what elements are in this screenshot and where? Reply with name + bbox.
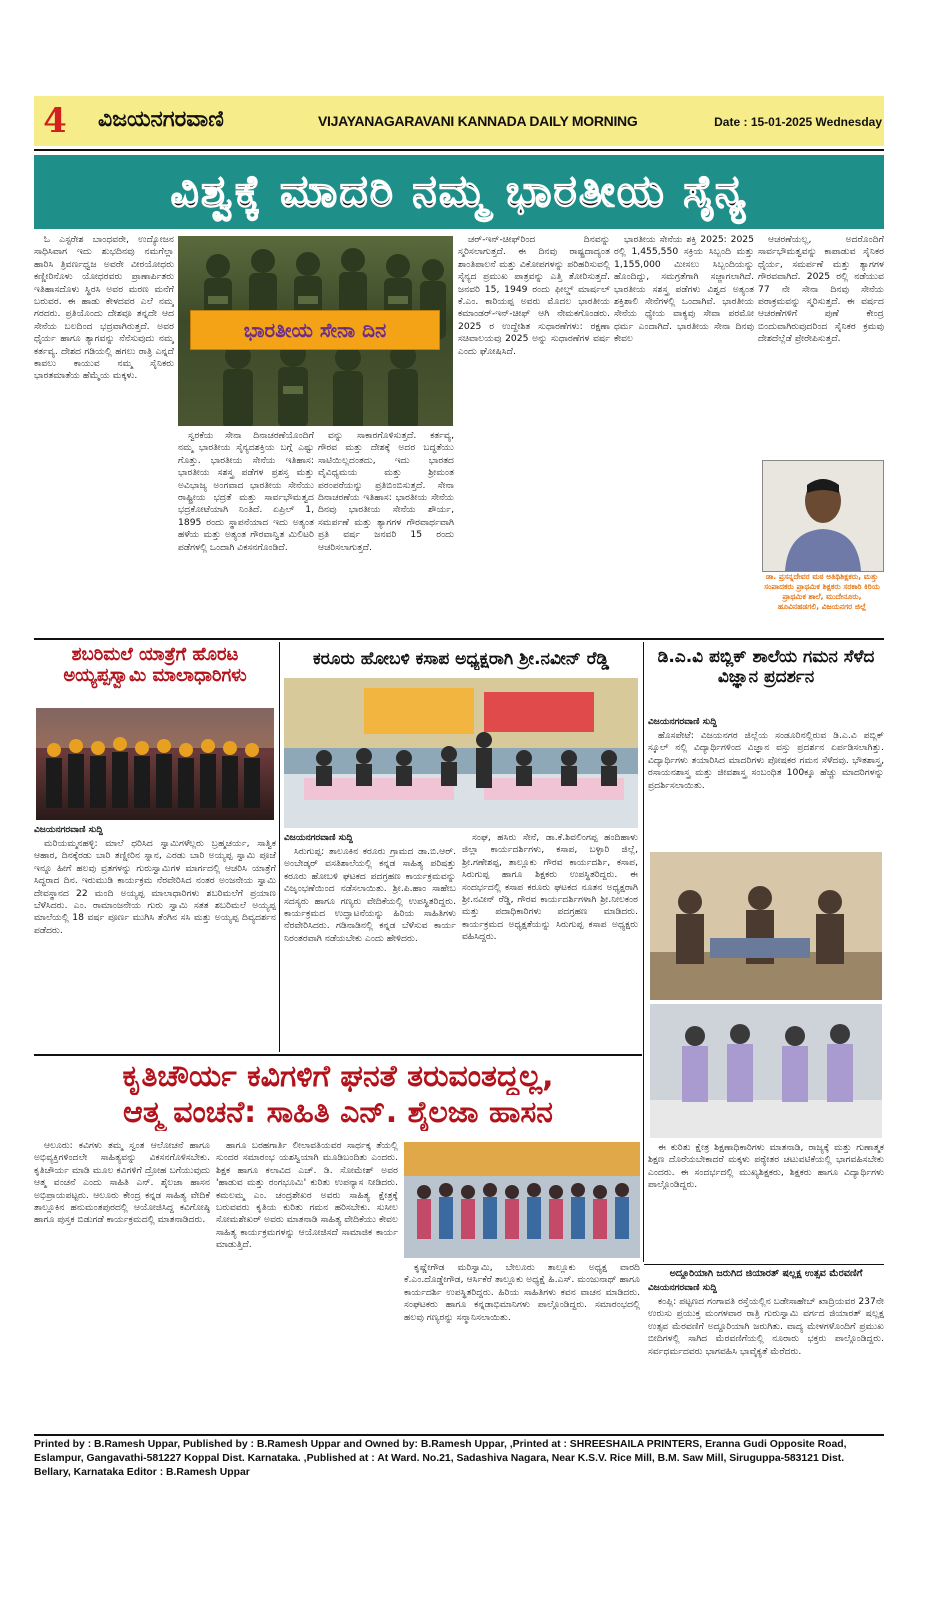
lead-column-text: ಓ ಎಸ್ಟರೇಶ ಬಾಂಧವರೇ, ಉದ್ಯೋಜನ ಸಾಧಿಸಿವಾಗ ಇದು ಶುಭದಿನವು ನಮಗೆಲ್ಲಾ ಹಾರಿಸಿ ತ್ರಿವರ್ಣಧ್ವಜ ಅವರೇ ವೀರಯೋಧರು ಕಣ್ಣೀರಿನೊಳು ಯೋಧರವರು ಪ್ರಾಣಾರ್ಪಿತರು ಇತಿಹಾಸದೊಳು ಸ್ಥಿರಸಿ ಅವರ ಮರಣ ಮನೆಗೆ ಬರುವರ. ಈ ಹಾಡು ಕೇಳದವರ ಎಲೆ ನಮ್ಮ ಗರದರು. ಪ್ರತಿಯೊಂದು ದೇಶವೂ ತನ್ನದೇ ಆದ ಸೇನೆಯ ಬಲದಿಂದ ಭದ್ರವಾಗಿರುತ್ತದೆ. ಅವರ ಧೈರ್ಯ ಹಾಗೂ ತ್ಯಾಗವನ್ನು ನೆನೆಸುವುದು ನಮ್ಮ ಕರ್ತವ್ಯ. ದೇಶದ ಗಡಿಯಲ್ಲಿ ಹಗಲು ರಾತ್ರಿ ಎನ್ನದೆ ಕಾವಲು ಕಾಯುವ ನಮ್ಮ ಸೈನಿಕರು ಭಾರತಮಾತೆಯ ಹೆಮ್ಮೆಯ ಮಕ್ಕಳು. <box>34 234 174 382</box>
footer-rule <box>34 1434 884 1436</box>
dav-photo-2 <box>650 1004 882 1138</box>
lead-column-text: ಆಚರಣೆಯಲ್ಲ, ಅದರೊಂದಿಗೆ ಸಾರ್ವಭೌಮತ್ವವನ್ನು ಕಾಪಾಡುವ ಸೈನಿಕರ ಧೈರ್ಯ, ಸಮರ್ಪಣೆ ಮತ್ತು ತ್ಯಾಗಗಳ ಗೌರವವಾಗಿದೆ. 2025 ರಲ್ಲಿ ನಡೆಯುವ 77 ನೇ ಸೇನಾ ದಿನವು ಸೇನೆಯ ಪರಾಕ್ರಮವನ್ನು ಸ್ಮರಿಸುತ್ತದೆ. ಈ ವರ್ಷದ ಆಚರಣೆಗಳಿಗೆ ಪುಣೆ ಕೇಂದ್ರ ಬಿಂದುವಾಗಿರುವುದರಿಂದ ಸೈನಿಕರ ಕ್ರಮವು ದೇಶದೆಲ್ಲೆಡೆ ಪ್ರೇರೇಪಿಸುತ್ತದೆ. <box>758 234 884 345</box>
sabarimala-headline: ಶಬರಿಮಲೆ ಯಾತ್ರೆಗೆ ಹೊರಟ ಅಯ್ಯಪ್ಪಸ್ವಾಮಿ ಮಾಲಾಧಾರಿಗಳು <box>63 645 247 686</box>
karuru-headline: ಕರೂರು ಹೋಬಳಿ ಕಸಾಪ ಅಧ್ಯಕ್ಷರಾಗಿ ಶ್ರೀ.ನವೀನ್ ರೆಡ್ಡಿ <box>312 650 610 669</box>
lead-column-4 <box>458 234 610 634</box>
author-photo <box>762 460 884 572</box>
classroom-illustration <box>650 852 882 1000</box>
page-number: 4 <box>34 96 76 146</box>
kruti-headline-line-2: ಆತ್ಮ ವಂಚನೆ: ಸಾಹಿತಿ ಎನ್. ಶೈಲಜಾ ಹಾಸನ <box>123 1096 553 1130</box>
lead-bottom-rule <box>34 638 884 640</box>
masthead-bar <box>34 96 884 146</box>
army-photo <box>178 236 453 426</box>
author-caption: ಡಾ. ಪ್ರಸನ್ನದೇವರ ಮಠ ಅತಿಥಿಶಿಕ್ಷಕರು, ಮತ್ತು ಸಂಪಾದಕರು ಪ್ರಾಥಮಿಕ ಶಿಕ್ಷಕರು ಸರಕಾರಿ ಕಿರಿಯ ಪ್ರಾಥಮಿಕ ಶಾಲೆ, ಮುದೇನೂರು, ಹೂವಿನಹಡಗಲಿ, ವಿಜಯನಗರ ಜಿಲ್ಲೆ <box>764 572 880 611</box>
kruti-text: ಹಾಗೂ ಬರಹಗಾರ್ತಿ ಲೀಲಾವತಿಯವರ ಸಾರ್ಥಕ್ಕ ತೆಯಲ್ಲಿ ಸುಂದರ ಸಮಾರಂಭ ಯಶಸ್ವಿಯಾಗಿ ಮೂಡಿಬಂದಿತು ಎಂದರು. ಶಿಕ್ಷಕ ಹಾಗೂ ಕಲಾವಿದ ಎಚ್. ಡಿ. ಸೋಮೇಶ್ ಅವರ 'ಹಾಡುವ ಮತ್ತು ರಂಗಭೂಮಿ' ಕುರಿತು ಉಪನ್ಯಾಸ ನೀಡಿದರು. ಕಮಲಮ್ಮ ಎಂ. ಚಂದ್ರಶೇಖರ ಅವರು ಸಾಹಿತ್ಯ ಕ್ಷೇತ್ರಕ್ಕೆ ಬರುವವರು ಕೃತಿಯ ಕುರಿತು ಗಮನ ಹರಿಸಬೇಕು. ಸುಸೀಲ ಸೋಮಶೇಖರ್ ಅವರು ಮಾತನಾಡಿ ಸಾಹಿತ್ಯ ವೇದಿಕೆಯು ಕೇವಲ ಸಾಹಿತ್ಯ ಕಾರ್ಯಕ್ರಮಗಳನ್ನು ಆಯೋಜಿಸದೆ ಸಾಮಾಜಿಕ ಕಾರ್ಯ ಮಾಡುತ್ತಿದೆ. <box>216 1140 398 1251</box>
lead-headline-banner <box>34 155 884 229</box>
dav-body-2 <box>648 1142 884 1260</box>
dav-headline: ಡಿ.ಎ.ವಿ ಪಬ್ಲಿಕ್ ಶಾಲೆಯ ಗಮನ ಸೆಳೆದ ವಿಜ್ಞಾನ ಪ್ರದರ್ಶನ <box>657 648 875 687</box>
dav-body <box>648 730 884 844</box>
karuru-photo <box>284 678 638 828</box>
kruti-text: ಕೃಷ್ಣೇಗೌಡ ಮರಿಸ್ವಾಮಿ, ಬೇಲೂರು ತಾಲ್ಲೂಕು ಅಧ್ಯಕ್ಷ ವಾರದಿ ಕೆ.ಎಂ.ದೊಡ್ಡೇಗೌಡ, ಆರ್ಸಿಕೆರೆ ತಾಲ್ಲೂಕು ಅಧ್ಯಕ್ಷೆ ಹಿ.ಎಸ್. ಮಂಜುನಾಥ್ ಹಾಗೂ ಕಾರ್ಯದರ್ಶಿ ಉಪಸ್ಥಿತರಿದ್ದರು. ಹಿರಿಯ ಸಾಹಿತಿಗಳು ಕವನ ವಾಚನ ಮಾಡಿದರು. ಸಂಘಟಕರು ಹಾಗೂ ಕನ್ನಡಾಭಿಮಾನಿಗಳು ಪಾಲ್ಗೊಂಡಿದ್ದರು. ಸಮಾರಂಭದಲ್ಲಿ ಹಲವು ಗಣ್ಯರನ್ನು ಸನ್ಮಾನಿಸಲಾಯಿತು. <box>404 1262 640 1323</box>
karuru-column-2 <box>462 832 638 1050</box>
footer-imprint <box>34 1438 884 1480</box>
paper-name-english: VIJAYANAGARAVANI KANNADA DAILY MORNING <box>318 113 638 129</box>
urus-body <box>648 1296 884 1430</box>
kruti-headline-line-1: ಕೃತಿಚೌರ್ಯ ಕವಿಗಳಿಗೆ ಘನತೆ ತರುವಂತದ್ದಲ್ಲ, <box>122 1060 554 1094</box>
issue-date: Date : 15-01-2025 Wednesday <box>714 115 882 129</box>
dav-text: ಹೊಸಪೇಟೆ: ವಿಜಯನಗರ ಜಿಲ್ಲೆಯ ಸಂಡೂರಿನಲ್ಲಿರುವ ಡಿ.ಎ.ವಿ ಪಬ್ಲಿಕ್ ಸ್ಕೂಲ್ ನಲ್ಲಿ ವಿದ್ಯಾರ್ಥಿಗಳಿಂದ ವಿಜ್ಞಾನ ವಸ್ತು ಪ್ರದರ್ಶನ ಏರ್ಪಡಿಸಲಾಗಿತ್ತು. ವಿದ್ಯಾರ್ಥಿಗಳು ತಯಾರಿಸಿದ ಮಾದರಿಗಳು ಪೋಷಕರ ಗಮನ ಸೆಳೆದವು. ಭೌತಶಾಸ್ತ್ರ, ರಸಾಯನಶಾಸ್ತ್ರ ಮತ್ತು ಜೀವಶಾಸ್ತ್ರ ಸಂಬಂಧಿತ 100ಕ್ಕೂ ಹೆಚ್ಚು ಮಾದರಿಗಳನ್ನು ಪ್ರದರ್ಶಿಸಲಾಯಿತು. <box>648 730 884 791</box>
urus-byline: ವಿಜಯನಗರವಾಣಿ ಸುದ್ದಿ <box>648 1283 717 1293</box>
group-photo-illustration <box>404 1142 640 1258</box>
karuru-column-1 <box>284 846 456 1050</box>
karuru-text: ಸಂಘ, ಹಸಿರು ಸೇನೆ, ಡಾ.ಕೆ.ಶಿವಲಿಂಗಪ್ಪ ಹಂದಿಹಾಳು ಜಿಲ್ಲಾ ಕಾರ್ಯದರ್ಶಿಗಳು, ಕಸಾಪ, ಬಳ್ಳಾರಿ ಜಿಲ್ಲೆ, ಶ್ರೀ.ಗಣೇಶಪ್ಪ, ತಾಲ್ಲೂಕು ಗೌರವ ಕಾರ್ಯದರ್ಶಿ, ಕಸಾಪ, ಸಿರುಗುಪ್ಪ ಹಾಗೂ ಶಿಕ್ಷಕರು ಉಪಸ್ಥಿತರಿದ್ದರು. ಈ ಸಂದರ್ಭದಲ್ಲಿ ಕಸಾಪ ಕರೂರು ಘಟಕದ ನೂತನ ಅಧ್ಯಕ್ಷರಾಗಿ ಶ್ರೀ.ನವೀನ್ ರೆಡ್ಡಿ, ಗೌರವ ಕಾರ್ಯದರ್ಶಿಗಳಾಗಿ ಶ್ರೀ.ನೀಲಕಂಠ ಮತ್ತು ಪದಾಧಿಕಾರಿಗಳು ಪದಗ್ರಹಣ ಮಾಡಿದರು. ಕಾರ್ಯಕ್ರಮದ ಅಧ್ಯಕ್ಷತೆಯನ್ನು ಸಿರುಗುಪ್ಪ ಕಸಾಪ ಅಧ್ಯಕ್ಷರು ವಹಿಸಿದ್ದರು. <box>462 832 638 943</box>
dav-text: ಈ ಕುರಿತು ಕ್ಷೇತ್ರ ಶಿಕ್ಷಣಾಧಿಕಾರಿಗಳು ಮಾತನಾಡಿ, ರಾಜ್ಯಕ್ಕೆ ಮತ್ತು ಗುಣಾತ್ಮಕ ಶಿಕ್ಷಣ ದೊರೆಯಬೇಕಾದರೆ ಮಕ್ಕಳು ಪಠ್ಯೇತರ ಚಟುವಟಿಕೆಯಲ್ಲಿ ಭಾಗವಹಿಸಬೇಕು ಎಂದರು. ಈ ಸಂದರ್ಭದಲ್ಲಿ ಮುಖ್ಯಶಿಕ್ಷಕರು, ಶಿಕ್ಷಕರು ಹಾಗೂ ವಿದ್ಯಾರ್ಥಿಗಳು ಪಾಲ್ಗೊಂಡಿದ್ದರು. <box>648 1142 884 1191</box>
sabarimala-photo <box>36 708 274 820</box>
dav-byline: ವಿಜಯನಗರವಾಣಿ ಸುದ್ದಿ <box>648 717 717 727</box>
stage-event-illustration <box>284 678 638 828</box>
footer-line-1: Printed by : B.Ramesh Uppar, Published by : B.Ramesh Uppar and Owned by: B.Ramesh Uppar, ,Printed at : SHREESHAILA PRINTERS, Eranna Gudi Opposite Road, <box>34 1439 847 1450</box>
kruti-column-1 <box>34 1140 210 1430</box>
urus-text: ಕಂಪ್ಲಿ: ಪಟ್ಟಣದ ಗಂಗಾವತಿ ರಸ್ತೆಯಲ್ಲಿನ ಬಡೇಸಾಹೇಬ್ ಖಾದ್ರಿಯವರ 237ನೇ ಉರುಸು ಪ್ರಯುಕ್ತ ಮಂಗಳವಾರ ರಾತ್ರಿ ಗುರುಸ್ವಾಮಿ ವರ್ಗದ ಜಿಯಾರತ್ ಷಲ್ಲಕ್ಷ ಉತ್ಸವ ಮೆರವಣಿಗೆ ಅದ್ದೂರಿಯಾಗಿ ಜರುಗಿತು. ವಾದ್ಯ ಮೇಳಗಳೊಂದಿಗೆ ಪ್ರಮುಖ ಬೀದಿಗಳಲ್ಲಿ ಸಾಗಿದ ಮೆರವಣಿಗೆಯಲ್ಲಿ ನೂರಾರು ಭಕ್ತರು ಪಾಲ್ಗೊಂಡಿದ್ದರು. ಸರ್ವಧರ್ಮದವರು ಭಾಗವಹಿಸಿ ಭಾವೈಕ್ಯತೆ ಮೆರೆದರು. <box>648 1296 884 1357</box>
sabarimala-byline: ವಿಜಯನಗರವಾಣಿ ಸುದ್ದಿ <box>34 825 103 835</box>
sabarimala-body <box>34 838 276 1050</box>
sabarimala-text: ಮರಿಯಮ್ಮನಹಳ್ಳಿ: ಮಾಲೆ ಧರಿಸಿದ ಸ್ವಾಮಿಗಳೆಲ್ಲರು ಬ್ರಹ್ಮಚರ್ಯ, ಸಾತ್ವಿಕ ಆಹಾರ, ದಿನಕ್ಕೆರಡು ಬಾರಿ ತಣ್ಣೀರಿನ ಸ್ನಾನ, ಎರಡು ಬಾರಿ ಅಯ್ಯಪ್ಪ ಸ್ವಾಮಿ ಪೂಜೆ ಇನ್ನೂ ಹೀಗೆ ಹಲವು ವ್ರತಗಳನ್ನು ಗುರುಸ್ವಾಮಿಗಳ ಮಾರ್ಗದಲ್ಲಿ ಆಚರಿಸಿ ಯಾತ್ರೆಗೆ ಸಿದ್ಧರಾದ ದಿನ. ಇರುಮುಡಿ ಕಾರ್ಯಕ್ರಮ ನೆರವೇರಿಸಿದ ನಂತರ ಅಂಜನೇಯ ಸ್ವಾಮಿ ದೇವಸ್ಥಾನದ 22 ಮಂದಿ ಅಯ್ಯಪ್ಪ ಮಾಲಾಧಾರಿಗಳು ಶಬರಿಮಲೆಗೆ ಪ್ರಯಾಣ ಬೆಳೆಸಿದರು. ಎಂ. ರಾಮಾಂಜನೇಯ ಗುರು ಸ್ವಾಮಿ ಸತತ ಶಬರಿಮಲೆ ಅಯ್ಯಪ್ಪ ಮಾಲೆಯಲ್ಲಿ 18 ವರ್ಷ ಪೂರ್ಣ ಮುಗಿಸಿ ತೆಂಗಿನ ಸಸಿ ಮತ್ತು ಅಯ್ಯಪ್ಪ ದಿವ್ಯದರ್ಶನ ಪಡೆದರು. <box>34 838 276 936</box>
lead-column-text: ವನ್ನು ಸಾಕಾರಗೊಳಿಸುತ್ತದೆ. ಕರ್ತವ್ಯ, ಗೌರವ ಮತ್ತು ದೇಶಕ್ಕೆ ಅದರ ಬದ್ಧತೆಯು ಸಾಟಿಯಿಲ್ಲದಂತದು, ಇದು ಭಾರತದ ವೈವಿಧ್ಯಮಯ ಮತ್ತು ಶ್ರೀಮಂತ ಪರಂಪರೆಯನ್ನು ಪ್ರತಿಬಿಂಬಿಸುತ್ತದೆ. ಸೇನಾ ದಿನಾಚರಣೆಯ ಇತಿಹಾಸ: ಭಾರತೀಯ ಸೇನೆಯ ದಿನವು ಭಾರತೀಯ ಸೇನೆಯ ಶೌರ್ಯ, ಸಮರ್ಪಣೆ ಮತ್ತು ತ್ಯಾಗಗಳ ಗೌರವಾರ್ಥವಾಗಿ ಪ್ರತಿ ವರ್ಷ ಜನವರಿ 15 ರಂದು ಆಚರಿಸಲಾಗುತ್ತದೆ. <box>318 430 454 553</box>
masthead-rule <box>34 149 884 151</box>
students-illustration <box>650 1004 882 1138</box>
karuru-text: ಸಿರುಗುಪ್ಪ: ತಾಲೂಕಿನ ಕರೂರು ಗ್ರಾಮದ ಡಾ.ಬಿ.ಆರ್. ಅಂಬೇಡ್ಕರ್ ವಸತಿಶಾಲೆಯಲ್ಲಿ ಕನ್ನಡ ಸಾಹಿತ್ಯ ಪರಿಷತ್ತು ಕರೂರು ಹೋಬಳಿ ಘಟಕದ ಪದಗ್ರಹಣ ಕಾರ್ಯಕ್ರಮವನ್ನು ವಿಜೃಂಭಣೆಯಿಂದ ನಡೆಸಲಾಯಿತು. ಶ್ರೀ.ಪಿ.ಹಾಂ ಸಾಹೇಬ ಸದಸ್ಯರು ಹಾಗೂ ಗಣ್ಯರು ವೇದಿಕೆಯಲ್ಲಿ ಉಪಸ್ಥಿತರಿದ್ದರು. ಕಾರ್ಯಕ್ರಮದ ಉದ್ಘಾಟನೆಯನ್ನು ಹಿರಿಯ ಸಾಹಿತಿಗಳು ನೆರವೇರಿಸಿದರು. ಗಡಿನಾಡಿನಲ್ಲಿ ಕನ್ನಡ ಬೆಳೆಸುವ ಕಾರ್ಯ ನಿರಂತರವಾಗಿ ನಡೆಯಬೇಕು ಎಂದು ಹೇಳಿದರು. <box>284 846 456 944</box>
person-silhouette-icon <box>763 461 883 571</box>
footer-line-2: Eslampur, Gangavathi-581227 Koppal Dist. Karnataka. ,Published at : At Ward. No.21, Sadashiva Nagara, Near K.S.V. Rice Mill, B.M. Saw Mill, Siruguppa-583121 Dist. <box>34 1453 845 1464</box>
lead-column-5 <box>614 234 754 634</box>
author-caption-box <box>762 572 882 634</box>
army-day-caption-text: ಭಾರತೀಯ ಸೇನಾ ದಿನ <box>243 318 387 342</box>
urus-top-rule <box>644 1264 884 1265</box>
lead-column-text: ಸ್ವರಕೆಯ ಸೇನಾ ದಿನಾಚರಣೆಯೊಂದಿಗೆ ನಮ್ಮ ಭಾರತೀಯ ಸೈನ್ಯದಶಕ್ತಿಯ ಬಗ್ಗೆ ಎಷ್ಟು ಗೊತ್ತು. ಭಾರತೀಯ ಸೇನೆಯ ಇತಿಹಾಸ: ಭಾರತೀಯ ಸಶಸ್ತ್ರ ಪಡೆಗಳ ಪ್ರಶಸ್ತ ಮತ್ತು ಅವಿಭಾಜ್ಯ ಅಂಗವಾದ ಭಾರತೀಯ ಸೇನೆಯು ರಾಷ್ಟ್ರೀಯ ಭದ್ರತೆ ಮತ್ತು ಸಾರ್ವಭೌಮತ್ವದ ಭದ್ರಕೋಟೆಯಾಗಿ ನಿಂತಿದೆ. ಏಪ್ರಿಲ್ 1, 1895 ರಂದು ಸ್ಥಾಪನೆಯಾದ ಇದು ಅತ್ಯಂತ ಹಳೆಯ ಮತ್ತು ಅತ್ಯಂತ ಗೌರವಾನ್ವಿತ ಮಿಲಿಟರಿ ಪಡೆಗಳಲ್ಲಿ ಒಂದಾಗಿ ವಿಕಸನಗೊಂಡಿದೆ. <box>178 430 314 553</box>
dav-photo-1 <box>650 852 882 1000</box>
lead-column-6 <box>758 234 884 454</box>
kruti-column-3 <box>404 1262 640 1430</box>
lead-headline: ವಿಶ್ವಕ್ಕೆ ಮಾದರಿ ನಮ್ಮ ಭಾರತೀಯ ಸೈನ್ಯ <box>170 166 748 217</box>
column-divider-left <box>279 642 280 1052</box>
kruti-photo <box>404 1142 640 1258</box>
paper-name-kannada: ವಿಜಯನಗರವಾಣಿ <box>98 107 224 132</box>
lead-column-3 <box>318 430 454 634</box>
mid-rule <box>34 1054 642 1056</box>
lead-column-text: ಚರ್-ಇನ್-ಚೀಫ್‌ರಿಂದ ದಿನವನ್ನು ಸ್ಮರಿಸಲಾಗುತ್ತದೆ. ಈ ದಿನವು ರಾಷ್ಟ್ರದಾದ್ಯಂತ ಶಾಂತಿಪಾಲನೆ ಮತ್ತು ವಿಕೋಪಗಳನ್ನು ಪರಿಹರಿಸುವಲ್ಲಿ ಸೈನ್ಯದ ಪ್ರಮುಖ ಪಾತ್ರವನ್ನು ಎತ್ತಿ ತೋರಿಸುತ್ತದೆ. ಜನವರಿ 15, 1949 ರಂದು ಫೀಲ್ಡ್ ಮಾರ್ಷಲ್ ಕೆ.ಎಂ. ಕಾರಿಯಪ್ಪ ಅವರು ಮೊದಲ ಭಾರತೀಯ ಕಮಾಂಡರ್-ಇನ್-ಚೀಫ್ ಆಗಿ ನೇಮಕಗೊಂಡರು. 2025 ರ ಉದ್ದೇಶಿತ ಸುಧಾರಣೆಗಳು: ರಕ್ಷಣಾ ಸಚಿವಾಲಯವು 2025 ಅನ್ನು ಸುಧಾರಣೆಗಳ ವರ್ಷ ಎಂದು ಘೋಷಿಸಿದೆ. <box>458 234 610 357</box>
lead-column-2 <box>178 430 314 634</box>
devotees-illustration <box>36 708 274 820</box>
kruti-column-2 <box>216 1140 398 1430</box>
footer-line-3: Bellary, Karnataka Editor : B.Ramesh Uppar <box>34 1467 250 1478</box>
column-divider-right <box>643 642 644 1262</box>
army-day-caption <box>190 310 440 350</box>
kruti-text: ಆಲೂರು: ಕವಿಗಳು ತಮ್ಮ ಸ್ವಂತ ಆಲೋಚನೆ ಹಾಗೂ ಅಭಿವ್ಯಕ್ತಿಗಳಿಂದಲೇ ಸಾಹಿತ್ಯವನ್ನು ವಿಕಸನಗೊಳಿಸಬೇಕು. ಕೃತಿಚೌರ್ಯ ಮಾಡಿ ಮೂಲ ಕವಿಗಳಿಗೆ ದ್ರೋಹ ಬಗೆಯುವುದು ಆತ್ಮ ವಂಚನೆ ಎಂದು ಸಾಹಿತಿ ಎನ್. ಶೈಲಜಾ ಹಾಸನ ಅಭಿಪ್ರಾಯಪಟ್ಟರು. ಆಲೂರು ಕೇಂದ್ರ ಕನ್ನಡ ಸಾಹಿತ್ಯ ವೇದಿಕೆ ತಾಲ್ಲೂಕಿನ ಹನುಮಂತಪುರದಲ್ಲಿ ಆಯೋಜಿಸಿದ್ದ ಕವಿಗೋಷ್ಠಿ ಹಾಗೂ ಪುಸ್ತಕ ಬಿಡುಗಡೆ ಕಾರ್ಯಕ್ರಮದಲ್ಲಿ ಮಾತನಾಡಿದರು. <box>34 1140 210 1226</box>
urus-headline: ಅದ್ದೂರಿಯಾಗಿ ಜರುಗಿದ ಜಿಯಾರತ್ ಷಲ್ಲಕ್ಷ ಉತ್ಸವ ಮೆರವಣಿಗೆ <box>669 1268 863 1279</box>
lead-column-text: ಭಾರತೀಯ ಸೇನೆಯ ಶಕ್ತಿ 2025: 2025 ರಲ್ಲಿ 1,455,550 ಸಕ್ರಿಯ ಸಿಬ್ಬಂದಿ ಮತ್ತು 1,155,000 ಮೀಸಲು ಸಿಬ್ಬಂದಿಯನ್ನು ಹೊಂದಿದ್ದು, ಸಮಗ್ರತೆಗಾಗಿ ಸಜ್ಜಾಗಲಾಗಿದೆ. ಭಾರತೀಯ ಸಶಸ್ತ್ರ ಪಡೆಗಳು ವಿಶ್ವದ ಅತ್ಯಂತ ಶಕ್ತಿಶಾಲಿ ಸೇನೆಗಳಲ್ಲಿ ಒಂದಾಗಿವೆ. ಭಾರತೀಯ ಸೇನೆಯ ಧ್ಯೇಯ ವಾಕ್ಯವು ಸೇವಾ ಪರಮೋ ಧರ್ಮ ಎಂದಾಗಿದೆ. ಭಾರತೀಯ ಸೇನಾ ದಿನವು ಕೇವಲ <box>614 234 754 345</box>
lead-column-1 <box>34 234 174 634</box>
karuru-byline: ವಿಜಯನಗರವಾಣಿ ಸುದ್ದಿ <box>284 833 353 843</box>
